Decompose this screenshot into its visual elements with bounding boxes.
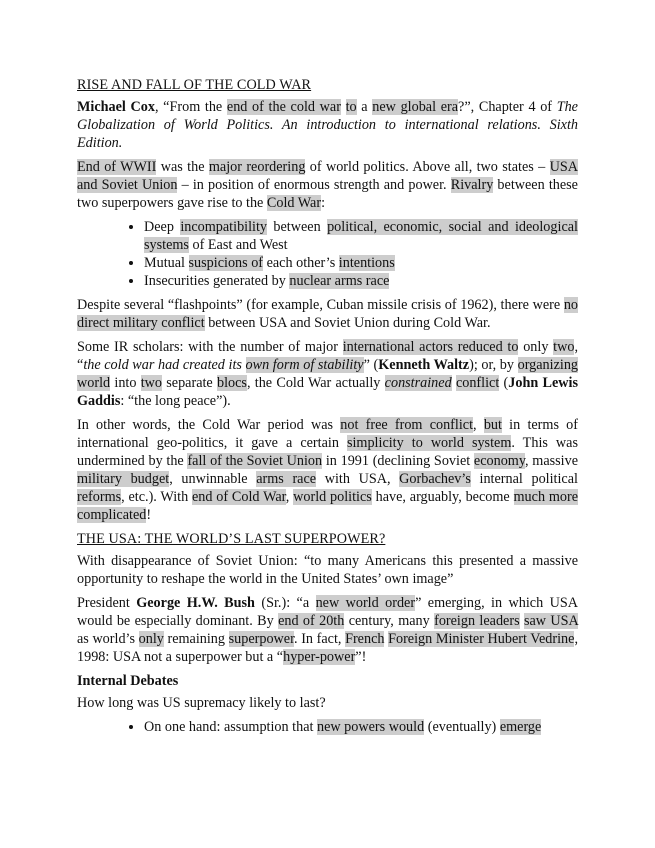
text: , “ — [77, 339, 578, 373]
highlight: hyper-power — [283, 649, 356, 665]
text: century, many — [344, 613, 435, 629]
highlight: major reordering — [208, 159, 306, 175]
highlight: end of the cold war — [226, 99, 341, 115]
highlight: not free from conflict — [340, 417, 474, 433]
text: ( — [499, 375, 509, 391]
highlight: only — [138, 631, 164, 647]
scholar-name: Kenneth Waltz — [378, 357, 470, 373]
list-item — [144, 272, 578, 290]
highlight: own form of stability — [245, 357, 364, 373]
highlight: constrained — [384, 375, 452, 391]
text: , massive — [525, 453, 578, 469]
highlight: Rivalry — [450, 177, 494, 193]
text: remaining — [163, 631, 229, 647]
highlight: international actors reduced to — [342, 339, 519, 355]
highlight: End of WWII — [77, 159, 157, 175]
highlight: new global era — [372, 99, 459, 115]
text: Deep — [144, 219, 181, 235]
text: , etc.). With — [121, 489, 192, 505]
book-title: The Globalization of World Politics. An introduction to international relations. Sixth Edition. — [77, 99, 578, 151]
internal-debates-list — [77, 718, 578, 736]
text: – in position of enormous strength and power. — [177, 177, 451, 193]
text: between USA and Soviet Union during Cold War. — [204, 315, 491, 331]
paragraph-flashpoints — [77, 296, 578, 332]
highlight: world politics — [293, 489, 372, 505]
highlight: new world order — [315, 595, 416, 611]
text: (eventually) — [424, 719, 500, 735]
text: into — [110, 375, 141, 391]
text: ”! — [355, 649, 367, 665]
text: Some IR scholars: with the number of major — [77, 339, 343, 355]
highlight: arms race — [256, 471, 317, 487]
reference-paragraph — [77, 98, 578, 152]
text: each other’s — [263, 255, 339, 271]
text: internal political — [470, 471, 578, 487]
text: President — [77, 595, 137, 611]
text: , unwinnable — [169, 471, 257, 487]
text: ” emerging, in which USA would be especially dominant. By — [77, 595, 578, 629]
list-item — [144, 718, 578, 736]
highlight: Cold War — [266, 195, 322, 211]
text: as world’s — [77, 631, 139, 647]
text: , “From the — [154, 99, 227, 115]
highlight: simplicity to world system — [346, 435, 512, 451]
paragraph-president-bush — [77, 594, 578, 666]
highlight: fall of the Soviet Union — [187, 453, 323, 469]
highlight: political, economic, social and ideological systems — [144, 219, 578, 253]
text: Mutual — [144, 255, 189, 271]
text: have, arguably, become — [371, 489, 514, 505]
highlight: emerge — [499, 719, 542, 735]
text: ! — [146, 507, 152, 523]
text: (Sr.): “a — [254, 595, 316, 611]
text: In other words, the Cold War period was — [77, 417, 341, 433]
paragraph-end-of-wwii — [77, 158, 578, 212]
text: of world politics. Above all, two states – — [305, 159, 550, 175]
subheading-internal-debates: Internal Debates — [77, 673, 179, 689]
highlight: end of Cold War — [192, 489, 286, 505]
highlight: two — [140, 375, 162, 391]
highlight: military budget — [77, 471, 170, 487]
highlight: no direct military conflict — [77, 297, 578, 331]
section-heading-last-superpower: THE USA: THE WORLD’S LAST SUPERPOWER? — [77, 531, 386, 547]
text: with USA, — [316, 471, 400, 487]
text — [341, 99, 346, 115]
highlight: to — [345, 99, 357, 115]
highlight: economy — [473, 453, 526, 469]
highlight: new powers would — [317, 719, 425, 735]
highlight: but — [483, 417, 502, 433]
text: ); or, by — [469, 357, 518, 373]
president-name: George H.W. Bush — [136, 595, 255, 611]
text: in terms of international geo-politics, it gave a certain — [77, 417, 579, 451]
paragraph-us-supremacy-question: How long was US supremacy likely to last? — [77, 695, 326, 711]
list-item — [144, 254, 578, 272]
text: separate — [162, 375, 217, 391]
paragraph-ir-scholars — [77, 338, 578, 410]
text: in 1991 (declining Soviet — [322, 453, 474, 469]
text: , — [285, 489, 294, 505]
highlight: foreign leaders — [434, 613, 520, 629]
section-heading-cold-war: RISE AND FALL OF THE COLD WAR — [77, 77, 312, 93]
text: a — [356, 99, 373, 115]
text: , the Cold War actually — [246, 375, 385, 391]
text: ?”, Chapter 4 of — [458, 99, 557, 115]
text: was the — [156, 159, 209, 175]
highlight: organizing world — [77, 357, 579, 391]
text: : “the long peace”). — [120, 393, 231, 409]
highlight: incompatibility — [180, 219, 268, 235]
list-item — [144, 218, 578, 254]
highlight: superpower — [228, 631, 295, 647]
highlight: USA and Soviet Union — [77, 159, 578, 193]
text: of East and West — [188, 237, 288, 253]
highlight: conflict — [455, 375, 500, 391]
text: , 1998: USA not a superpower but a “ — [77, 631, 578, 665]
scholar-name: John Lewis Gaddis — [77, 375, 578, 409]
author-name: Michael Cox — [77, 99, 155, 115]
highlight: reforms — [77, 489, 122, 505]
text: Despite several “flashpoints” (for example, Cuban missile crisis of 1962), there were — [77, 297, 564, 313]
text: between these two superpowers gave rise to the — [77, 177, 578, 211]
highlight: intentions — [338, 255, 395, 271]
highlight: Foreign Minister Hubert Vedrine — [388, 631, 575, 647]
text: On one hand: assumption that — [144, 719, 317, 735]
highlight: two — [553, 339, 575, 355]
text: ” ( — [363, 357, 379, 373]
highlight: end of 20th — [278, 613, 345, 629]
text: . In fact, — [294, 631, 346, 647]
cold-war-causes-list — [77, 218, 578, 290]
text: between — [267, 219, 328, 235]
paragraph-in-other-words — [77, 416, 578, 524]
text: : — [321, 195, 326, 211]
highlight: French — [345, 631, 385, 647]
quote-text: the cold war had created its — [83, 357, 246, 373]
text: only — [518, 339, 554, 355]
highlight: Gorbachev’s — [399, 471, 471, 487]
paragraph-soviet-disappearance: With disappearance of Soviet Union: “to many Americans this presented a massive opportunity to reshape the world in the United States’ own image” — [77, 553, 578, 587]
highlight: much more complicated — [77, 489, 578, 523]
highlight: suspicions of — [188, 255, 264, 271]
highlight: nuclear arms race — [289, 273, 390, 289]
highlight: blocs — [217, 375, 247, 391]
text: . This was undermined by the — [77, 435, 578, 469]
highlight: saw USA — [523, 613, 578, 629]
text: , — [473, 417, 484, 433]
text: Insecurities generated by — [144, 273, 290, 289]
